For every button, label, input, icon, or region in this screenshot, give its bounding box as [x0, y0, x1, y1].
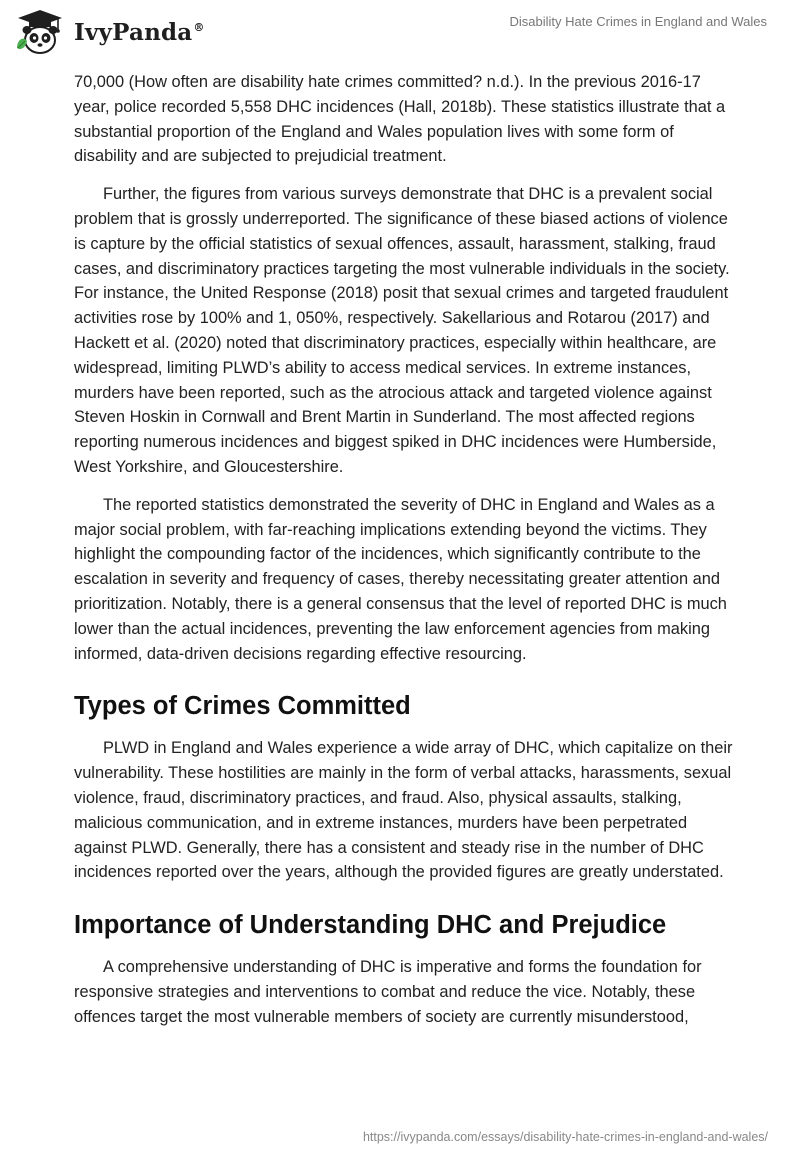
page-header — [0, 0, 800, 64]
paragraph: A comprehensive understanding of DHC is imperative and forms the foundation for responsive strategies and interventions to combat and reduce the vice. Notably, these offences target the most vulnerable members of society are currently misunderstood, — [74, 958, 702, 1026]
footer-source-url[interactable]: https://ivypanda.com/essays/disability-hate-crimes-in-england-and-wales/ — [362, 1130, 768, 1144]
brand-name: IvyPanda® — [74, 18, 205, 46]
section-heading-importance: Importance of Understanding DHC and Prejudice — [74, 911, 667, 940]
paragraph-continuation: 70,000 (How often are disability hate crimes committed? n.d.). In the previous 2016-17 year, police recorded 5,558 DHC incidences (Hall, 2018b). These statistics illustrate that a substantial proportion of the England and Wales population lives with some form of disability and are subjected to prejudicial treatment. — [74, 73, 726, 166]
paragraph: The reported statistics demonstrated the severity of DHC in England and Wales as a major social problem, with far-reaching implications extending beyond the victims. They highlight the compounding factor of the incidences, which significantly contribute to the escalation in severity and frequency of cases, thereby necessitating greater attention and prioritization. Notably, there is a general consensus that the level of reported DHC is much lower than the actual incidences, preventing the law enforcement agencies from making informed, data-driven decisions regarding effective resourcing. — [74, 495, 727, 663]
ivypanda-logo[interactable] — [14, 8, 205, 56]
paragraph: PLWD in England and Wales experience a wide array of DHC, which capitalize on their vulnerability. These hostilities are mainly in the form of verbal attacks, harassments, sexual violence, fraud, discriminatory practices, and fraud. Also, physical assaults, stalking, malicious communication, and in extreme instances, murders have been perpetrated against PLWD. Generally, there has a consistent and steady rise in the number of DHC incidences reported over the years, although the provided figures are greatly understated. — [74, 739, 733, 882]
section-heading-types-of-crimes: Types of Crimes Committed — [74, 692, 411, 721]
paragraph: Further, the figures from various surveys demonstrate that DHC is a prevalent social problem that is grossly underreported. The significance of these biased actions of violence is capture by the official statistics of sexual offences, assault, harassment, stalking, fraud cases, and discriminatory practices targeting the most vulnerable individuals in the society. For instance, the United Response (2018) posit that sexual crimes and targeted fraudulent activities rose by 100% and 1, 050%, respectively. Sakellarious and Rotarou (2017) and Hackett et al. (2020) noted that discriminatory practices, especially within healthcare, are widespread, limiting PLWD’s ability to access medical services. In extreme instances, murders have been reported, such as the atrocious attack and targeted violence against Steven Hoskin in Cornwall and Brent Martin in Sunderland. The most affected regions reporting numerous incidences and biggest spiked in DHC incidences were Humberside, West Yorkshire, and Gloucestershire. — [74, 185, 730, 476]
essay-content — [74, 70, 734, 1043]
document-title: Disability Hate Crimes in England and Wales — [509, 14, 767, 29]
panda-graduate-icon — [14, 8, 66, 56]
